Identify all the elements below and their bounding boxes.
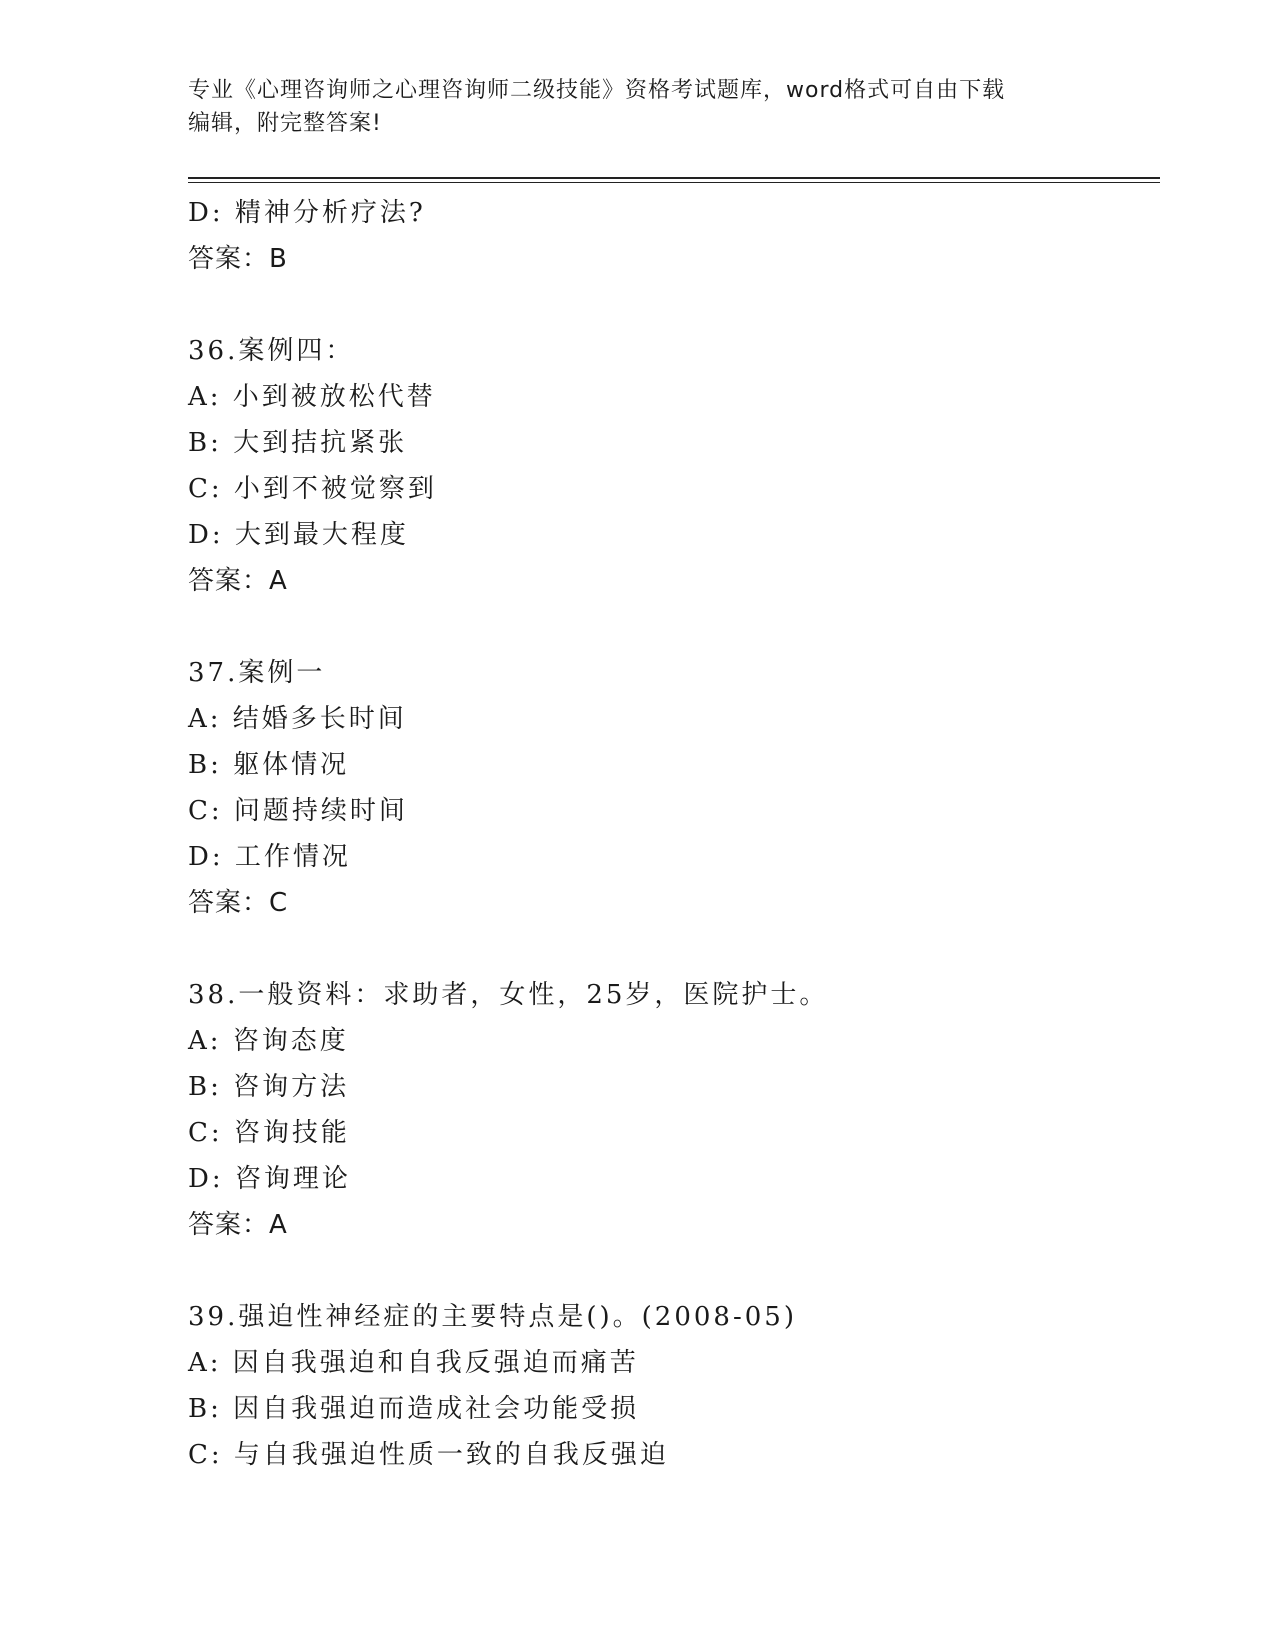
option-a: A: 因自我强迫和自我反强迫而痛苦	[188, 1348, 639, 1378]
question-stem: 37.案例一	[188, 658, 326, 688]
option-d: D: 精神分析疗法?	[188, 198, 426, 228]
question-block-39	[188, 1294, 1148, 1478]
question-stem: 36.案例四：	[188, 336, 355, 366]
question-list	[188, 190, 1148, 1478]
answer-line: 答案：C	[188, 888, 289, 918]
option-b: B: 躯体情况	[188, 750, 350, 780]
option-b: B: 咨询方法	[188, 1072, 350, 1102]
option-a: A: 咨询态度	[188, 1026, 349, 1056]
option-a: A: 小到被放松代替	[188, 382, 436, 412]
header-divider	[188, 177, 1160, 183]
header-line-1: 专业《心理咨询师之心理咨询师二级技能》资格考试题库，word格式可自由下载	[188, 78, 1006, 103]
spacer	[188, 282, 1148, 328]
answer-line: 答案：B	[188, 244, 288, 274]
option-c: C: 小到不被觉察到	[188, 474, 437, 504]
option-c: C: 与自我强迫性质一致的自我反强迫	[188, 1440, 669, 1470]
question-stem: 39.强迫性神经症的主要特点是()。(2008-05)	[188, 1302, 797, 1332]
question-block-36	[188, 328, 1148, 604]
option-d: D: 工作情况	[188, 842, 351, 872]
spacer	[188, 1248, 1148, 1294]
option-c: C: 咨询技能	[188, 1118, 350, 1148]
option-b: B: 大到拮抗紧张	[188, 428, 408, 458]
spacer	[188, 604, 1148, 650]
question-block-37	[188, 650, 1148, 926]
option-b: B: 因自我强迫而造成社会功能受损	[188, 1394, 640, 1424]
question-block-38	[188, 972, 1148, 1248]
option-d: D: 咨询理论	[188, 1164, 351, 1194]
option-a: A: 结婚多长时间	[188, 704, 407, 734]
answer-line: 答案：A	[188, 566, 288, 596]
question-stem: 38.一般资料：求助者，女性，25岁，医院护士。	[188, 980, 829, 1010]
option-c: C: 问题持续时间	[188, 796, 408, 826]
document-header	[188, 74, 1088, 140]
answer-line: 答案：A	[188, 1210, 288, 1240]
option-d: D: 大到最大程度	[188, 520, 409, 550]
question-block-prev	[188, 190, 1148, 282]
spacer	[188, 926, 1148, 972]
header-line-2: 编辑，附完整答案!	[188, 111, 382, 136]
